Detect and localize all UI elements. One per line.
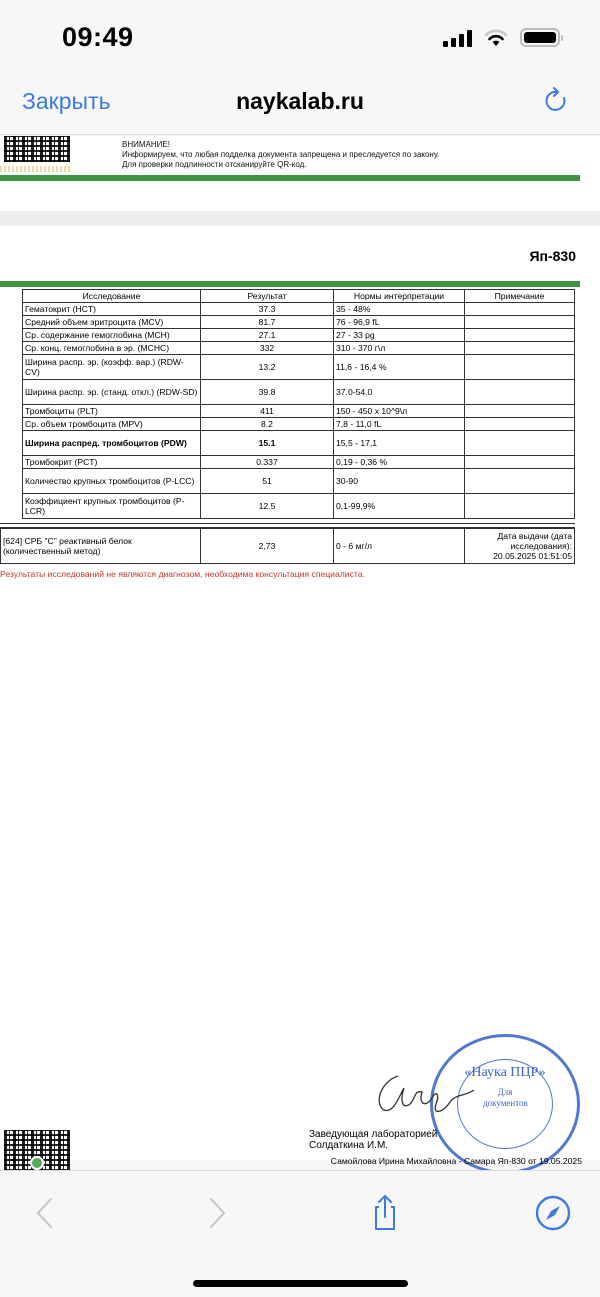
table-row xyxy=(23,456,575,469)
test-norm: 310 - 370 г\л xyxy=(334,342,465,355)
test-result: 27.1 xyxy=(201,329,334,342)
lab-code: Яп-830 xyxy=(529,248,576,264)
table-row xyxy=(23,329,575,342)
signature-image xyxy=(370,1064,480,1124)
document-footer-info: Самойлова Ирина Михайловна - Самара Яп-830 от 19.05.2025 xyxy=(330,1156,582,1166)
test-norm: 37.0-54.0 xyxy=(334,380,465,405)
test-name: Гематокрит (HCT) xyxy=(23,303,201,316)
results-table xyxy=(22,289,575,519)
test-result: 15.1 xyxy=(201,431,334,456)
test-note xyxy=(465,329,575,342)
close-button[interactable]: Закрыть xyxy=(22,88,111,114)
disclaimer: Результаты исследований не являются диагнозом, необходима консультация специалиста. xyxy=(0,569,365,579)
test-name: Количество крупных тромбоцитов (P-LCC) xyxy=(23,469,201,494)
column-header: Нормы интерпретации xyxy=(334,290,465,303)
table-row xyxy=(23,303,575,316)
test-note xyxy=(465,316,575,329)
test-result: 39.8 xyxy=(201,380,334,405)
test-note xyxy=(465,431,575,456)
test-note xyxy=(465,456,575,469)
table-row xyxy=(23,418,575,431)
notice-line-1: Информируем, что любая подделка документа запрещена и преследуется по закону. xyxy=(122,150,440,159)
page-domain-title: naykalab.ru xyxy=(236,88,364,114)
table-row xyxy=(23,405,575,418)
decorative-dots xyxy=(0,166,70,172)
status-bar xyxy=(0,0,600,80)
signal-icon xyxy=(443,29,472,47)
status-time: 09:49 xyxy=(62,22,134,52)
test-norm: 0,19 - 0,36 % xyxy=(334,456,465,469)
test-name: Ширина распр. эр. (станд. откл.) (RDW-SD) xyxy=(23,380,201,405)
table-row xyxy=(23,355,575,380)
compass-icon[interactable] xyxy=(533,1193,573,1233)
browser-toolbar xyxy=(0,1170,600,1297)
wifi-icon xyxy=(484,29,508,47)
browser-header xyxy=(0,80,600,135)
test-name: [624] СРБ "С" реактивный белок (количественный метод) xyxy=(1,529,201,564)
test-name: Ширина распр. эр. (коэфф. вар.) (RDW-CV) xyxy=(23,355,201,380)
test-norm: 7,8 - 11,0 fL xyxy=(334,418,465,431)
document-page-1 xyxy=(0,136,600,211)
green-divider xyxy=(0,281,580,287)
chevron-right-icon[interactable] xyxy=(196,1193,236,1233)
qr-code xyxy=(4,136,70,162)
test-result: 8.2 xyxy=(201,418,334,431)
test-name: Ср. содержание гемоглобина (MCH) xyxy=(23,329,201,342)
test-norm: 150 - 450 x 10^9\л xyxy=(334,405,465,418)
test-note xyxy=(465,303,575,316)
test-note xyxy=(465,342,575,355)
green-divider xyxy=(0,175,580,181)
test-note xyxy=(465,494,575,519)
test-result: 13.2 xyxy=(201,355,334,380)
test-name: Коэффициент крупных тромбоцитов (P-LCR) xyxy=(23,494,201,519)
column-header: Результат xyxy=(201,290,334,303)
test-name: Средний объем эритроцита (MCV) xyxy=(23,316,201,329)
test-result: 0.337 xyxy=(201,456,334,469)
test-norm: 0,1-99,9% xyxy=(334,494,465,519)
test-note xyxy=(465,418,575,431)
home-indicator[interactable] xyxy=(193,1280,408,1287)
table-row xyxy=(23,342,575,355)
leaf-logo-icon xyxy=(30,1156,44,1170)
test-result: 37.3 xyxy=(201,303,334,316)
signatory-role: Заведующая лабораторией xyxy=(309,1129,438,1140)
test-note xyxy=(465,355,575,380)
table-row xyxy=(23,380,575,405)
share-icon[interactable] xyxy=(365,1193,405,1233)
document-page-2 xyxy=(0,226,600,1166)
chevron-left-icon[interactable] xyxy=(26,1193,66,1233)
signatory-name: Солдаткина И.М. xyxy=(309,1140,389,1151)
notice-heading: ВНИМАНИЕ! xyxy=(122,140,170,149)
test-result: 81.7 xyxy=(201,316,334,329)
stamp-name: «Наука ПЦР» xyxy=(464,1065,546,1080)
test-result: 12.5 xyxy=(201,494,334,519)
status-icons xyxy=(443,28,560,47)
document-viewer[interactable] xyxy=(0,136,600,1166)
crp-table xyxy=(0,528,575,564)
test-norm: 27 - 33 pg xyxy=(334,329,465,342)
notice-line-2: Для проверки подлинности отсканируйте QR-код. xyxy=(122,160,307,169)
test-result: 51 xyxy=(201,469,334,494)
battery-icon xyxy=(520,28,560,47)
table-row xyxy=(1,529,575,564)
test-note xyxy=(465,469,575,494)
test-name: Ширина распред. тромбоцитов (PDW) xyxy=(23,431,201,456)
test-name: Тромбокрит (PCT) xyxy=(23,456,201,469)
stamp-sub: Для документов xyxy=(483,1087,528,1108)
forgery-notice xyxy=(122,140,439,170)
test-norm: 11,6 - 16,4 % xyxy=(334,355,465,380)
test-result: 411 xyxy=(201,405,334,418)
test-name: Ср. конц. гемоглобина в эр. (MCHC) xyxy=(23,342,201,355)
issue-date: Дата выдачи (дата исследования): 20.05.2025 01:51:05 xyxy=(465,529,575,564)
test-result: 2,73 xyxy=(201,529,334,564)
table-row xyxy=(23,494,575,519)
table-row xyxy=(23,469,575,494)
test-name: Тромбоциты (PLT) xyxy=(23,405,201,418)
test-note xyxy=(465,405,575,418)
test-norm: 15,5 - 17,1 xyxy=(334,431,465,456)
table-row xyxy=(23,316,575,329)
test-norm: 35 - 48% xyxy=(334,303,465,316)
table-row-flagged xyxy=(23,431,575,456)
test-result: 332 xyxy=(201,342,334,355)
column-header: Примечание xyxy=(465,290,575,303)
signatory xyxy=(309,1129,437,1151)
test-norm: 76 - 96,9 fL xyxy=(334,316,465,329)
test-norm: 30-90 xyxy=(334,469,465,494)
column-header: Исследование xyxy=(23,290,201,303)
test-note xyxy=(465,380,575,405)
test-norm: 0 - 6 мг/л xyxy=(334,529,465,564)
reload-icon[interactable] xyxy=(542,86,572,116)
test-name: Ср. объем тромбоцита (MPV) xyxy=(23,418,201,431)
